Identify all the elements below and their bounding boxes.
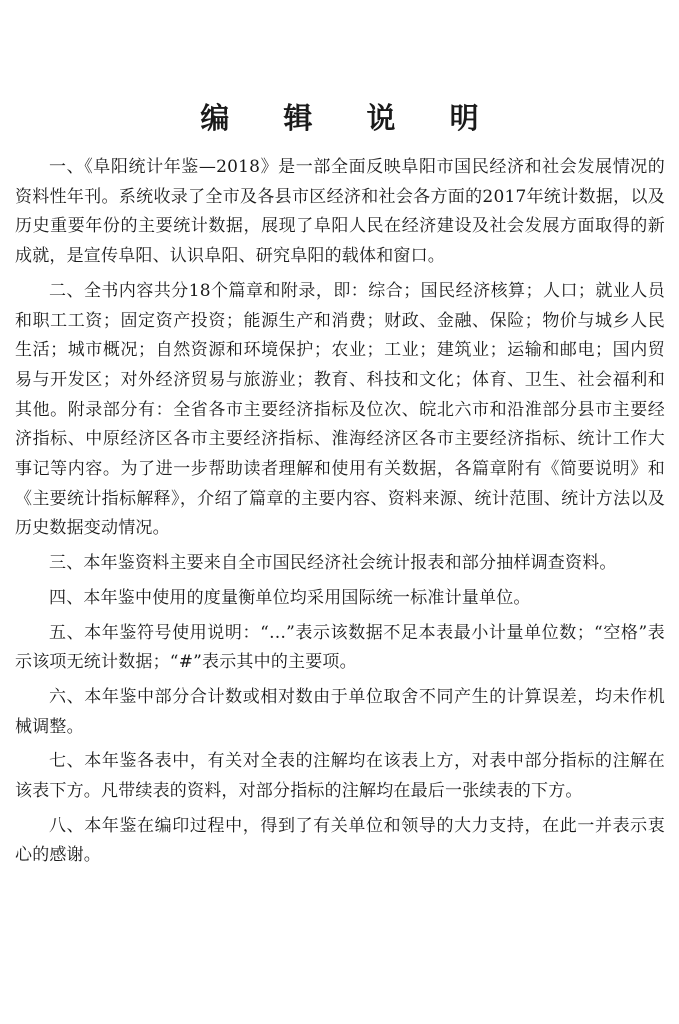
paragraph-5: 五、本年鉴符号使用说明：“…”表示该数据不足本表最小计量单位数；“空格”表示该项无统计数据；“#”表示其中的主要项。: [15, 622, 665, 673]
paragraph-7: 七、本年鉴各表中，有关对全表的注解均在该表上方，对表中部分指标的注解在该表下方。凡带续表的资料，对部分指标的注解均在最后一张续表的下方。: [15, 751, 665, 802]
paragraph-4: 四、本年鉴中使用的度量衡单位均采用国际统一标准计量单位。: [49, 587, 531, 608]
document-body: [15, 153, 665, 876]
page-title: 编 辑 说 明: [200, 101, 501, 135]
paragraph-3: 三、本年鉴资料主要来自全市国民经济社会统计报表和部分抽样调查资料。: [49, 553, 617, 574]
paragraph-1: 一、《阜阳统计年鉴—2018》是一部全面反映阜阳市国民经济和社会发展情况的资料性年刊。系统收录了全市及各县市区经济和社会各方面的2017年统计数据，以及历史重要年份的主要统计数据，展现了阜阳人民在经济建设及社会发展方面取得的新成就，是宣传阜阳、认识阜阳、研究阜阳的载体和窗口。: [15, 157, 665, 267]
paragraph-6: 六、本年鉴中部分合计数或相对数由于单位取舍不同产生的计算误差，均未作机械调整。: [15, 686, 665, 737]
paragraph-8: 八、本年鉴在编印过程中，得到了有关单位和领导的大力支持，在此一并表示衷心的感谢。: [15, 815, 665, 866]
paragraph-2: 二、全书内容共分18个篇章和附录，即：综合；国民经济核算；人口；就业人员和职工工资；固定资产投资；能源生产和消费；财政、金融、保险；物价与城乡人民生活；城市概况；自然资源和环境保护；农业；工业；建筑业；运输和邮电；国内贸易与开发区；对外经济贸易与旅游业；教育、科技和文化；体育、卫生、社会福利和其他。附录部分有：全省各市主要经济指标及位次、皖北六市和沿淮部分县市主要经济指标、中原经济区各市主要经济指标、淮海经济区各市主要经济指标、统计工作大事记等内容。为了进一步帮助读者理解和使用有关数据，各篇章附有《简要说明》和《主要统计指标解释》，介绍了篇章的主要内容、资料来源、统计范围、统计方法以及历史数据变动情况。: [15, 280, 665, 539]
